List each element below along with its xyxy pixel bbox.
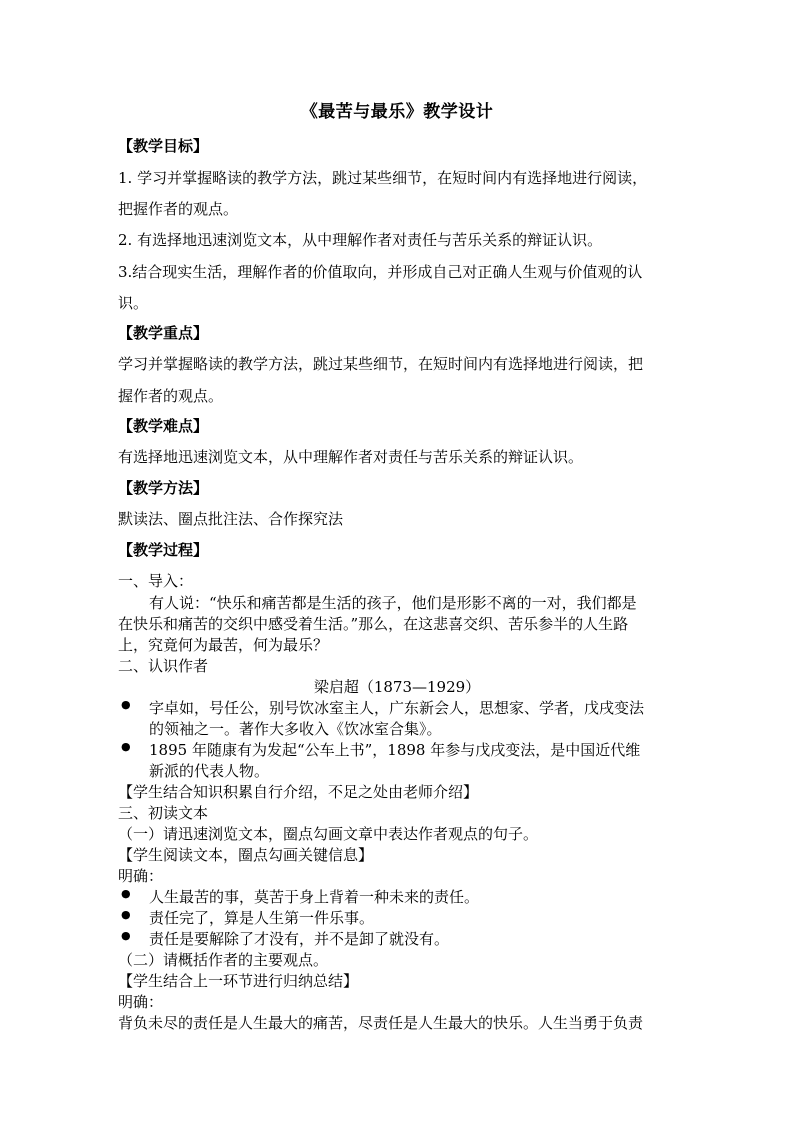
key-heading: 【教学重点】: [118, 324, 209, 342]
goals-line-1b: 把握作者的观点。: [118, 200, 239, 218]
section-author: 二、认识作者: [118, 657, 209, 675]
page-title: 《最苦与最乐》教学设计: [300, 102, 494, 122]
goals-line-1a: 1. 学习并掌握略读的教学方法，跳过某些细节，在短时间内有选择地进行阅读，: [118, 169, 648, 187]
section-read: 三、初读文本: [118, 804, 209, 822]
author-bio-1a: 字卓如，号任公，别号饮冰室主人，广东新会人，思想家、学者，戊戌变法: [149, 699, 645, 717]
clarify-item-2: 责任完了，算是人生第一件乐事。: [149, 909, 375, 927]
goals-line-2: 2. 有选择地迅速浏览文本，从中理解作者对责任与苦乐关系的辩证认识。: [118, 231, 603, 249]
clarify-label-2: 明确：: [118, 993, 164, 1011]
intro-paragraph-3: 上，究竟何为最苦，何为最乐？: [118, 636, 329, 654]
goals-heading: 【教学目标】: [118, 137, 209, 155]
clarify-item-3: 责任是要解除了才没有，并不是卸了就没有。: [149, 930, 450, 948]
note-read: 【学生阅读文本，圈点勾画关键信息】: [118, 846, 374, 864]
method-heading: 【教学方法】: [118, 479, 209, 497]
clarify-item-1: 人生最苦的事，莫苦于身上背着一种未来的责任。: [149, 888, 480, 906]
author-bio-1b: 的领袖之一。著作大多收入《饮冰室合集》。: [149, 720, 442, 738]
summary-line: 背负未尽的责任是人生最大的痛苦，尽责任是人生最大的快乐。人生当勇于负责: [118, 1014, 644, 1032]
bullet-icon: ●: [121, 908, 131, 921]
note-introduce: 【学生结合知识积累自行介绍，不足之处由老师介绍】: [118, 783, 479, 801]
author-bio-2a: 1895 年随康有为发起“公车上书”，1898 年参与戊戌变法，是中国近代维: [149, 741, 641, 759]
process-heading: 【教学过程】: [118, 541, 209, 559]
author-bio-2b: 新派的代表人物。: [149, 762, 270, 780]
clarify-label-1: 明确：: [118, 867, 164, 885]
goals-line-3a: 3.结合现实生活，理解作者的价值取向，并形成自己对正确人生观与价值观的认: [118, 263, 643, 281]
method-line-1: 默读法、圈点批注法、合作探究法: [118, 510, 344, 528]
difficulty-line-1: 有选择地迅速浏览文本，从中理解作者对责任与苦乐关系的辩证认识。: [118, 448, 584, 466]
difficulty-heading: 【教学难点】: [118, 417, 209, 435]
author-name: 梁启超（1873—1929）: [313, 678, 481, 696]
question-1: （一）请迅速浏览文本，圈点勾画文章中表达作者观点的句子。: [118, 825, 539, 843]
bullet-icon: ●: [121, 887, 131, 900]
goals-line-3b: 识。: [118, 294, 149, 312]
question-2: （二）请概括作者的主要观点。: [118, 951, 329, 969]
section-intro: 一、导入：: [118, 572, 194, 590]
note-summarize: 【学生结合上一环节进行归纳总结】: [118, 972, 359, 990]
intro-paragraph-2: 在快乐和痛苦的交织中感受着生活。”那么，在这悲喜交织、苦乐参半的人生路: [118, 615, 629, 633]
key-line-1: 学习并掌握略读的教学方法，跳过某些细节，在短时间内有选择地进行阅读，把: [118, 355, 644, 373]
key-line-2: 握作者的观点。: [118, 387, 224, 405]
intro-paragraph-1: 有人说：“快乐和痛苦都是生活的孩子，他们是形影不离的一对，我们都是: [149, 594, 637, 612]
bullet-icon: ●: [121, 740, 131, 753]
bullet-icon: ●: [121, 929, 131, 942]
bullet-icon: ●: [121, 698, 131, 711]
